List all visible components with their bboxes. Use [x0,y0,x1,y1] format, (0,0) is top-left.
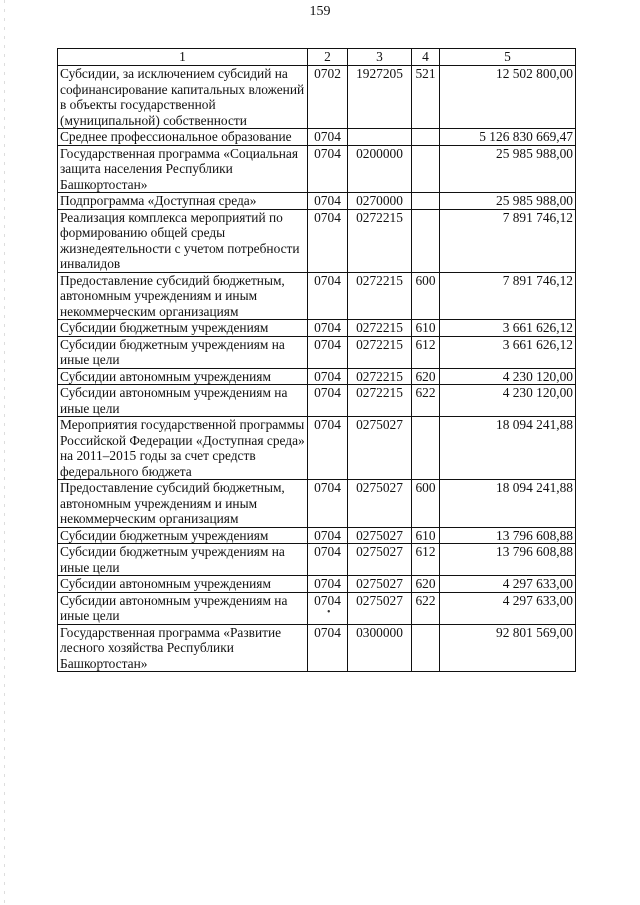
header-type: 4 [412,49,440,66]
cell-amount: 4 297 633,00 [440,592,576,624]
cell-type: 600 [412,272,440,320]
cell-section: 0704 [308,417,348,480]
cell-amount: 4 230 120,00 [440,368,576,385]
cell-type: 620 [412,576,440,593]
cell-name: Субсидии бюджетным учреждениям на иные цели [58,544,308,576]
cell-amount: 13 796 608,88 [440,527,576,544]
cell-type: 622 [412,592,440,624]
cell-target: 0272215 [348,336,412,368]
cell-target [348,129,412,146]
cell-target: 0300000 [348,624,412,672]
table-row [58,624,576,672]
cell-target: 0275027 [348,576,412,593]
cell-type [412,145,440,193]
cell-name: Субсидии бюджетным учреждениям на иные цели [58,336,308,368]
table-body [58,66,576,672]
cell-amount: 7 891 746,12 [440,272,576,320]
cell-type: 610 [412,527,440,544]
table-row [58,336,576,368]
cell-amount: 4 297 633,00 [440,576,576,593]
cell-amount: 92 801 569,00 [440,624,576,672]
cell-name: Подпрограмма «Доступная среда» [58,193,308,210]
table-row [58,145,576,193]
cell-section: 0704 [308,544,348,576]
cell-section: 0704 [308,592,348,624]
cell-target: 0270000 [348,193,412,210]
header-target: 3 [348,49,412,66]
cell-section: 0704 [308,368,348,385]
header-section: 2 [308,49,348,66]
cell-target: 0275027 [348,527,412,544]
cell-section: 0704 [308,320,348,337]
cell-name: Субсидии автономным учреждениям на иные цели [58,385,308,417]
cell-target: 0200000 [348,145,412,193]
cell-section: 0704 [308,385,348,417]
table-row [58,209,576,272]
cell-section: 0702 [308,66,348,129]
table-row [58,527,576,544]
cell-type: 612 [412,336,440,368]
table-row [58,193,576,210]
cell-name: Субсидии, за исключением субсидий на софинансирование капитальных вложений в объекты государственной (муниципальной) собственности [58,66,308,129]
cell-name: Реализация комплекса мероприятий по формированию общей среды жизнедеятельности с учетом потребности инвалидов [58,209,308,272]
cell-target: 0272215 [348,272,412,320]
cell-target: 1927205 [348,66,412,129]
header-amount: 5 [440,49,576,66]
cell-name: Субсидии автономным учреждениям на иные цели [58,592,308,624]
cell-amount: 25 985 988,00 [440,145,576,193]
cell-amount: 4 230 120,00 [440,385,576,417]
table-row [58,417,576,480]
cell-target: 0275027 [348,417,412,480]
cell-section: 0704 [308,527,348,544]
cell-type: 610 [412,320,440,337]
cell-type [412,193,440,210]
cell-target: 0272215 [348,385,412,417]
cell-type [412,209,440,272]
cell-amount: 25 985 988,00 [440,193,576,210]
cell-name: Предоставление субсидий бюджетным, автономным учреждениям и иным некоммерческим организациям [58,272,308,320]
cell-name: Государственная программа «Развитие лесного хозяйства Республики Башкортостан» [58,624,308,672]
cell-type [412,129,440,146]
cell-name: Субсидии бюджетным учреждениям [58,320,308,337]
table-row [58,576,576,593]
cell-amount: 12 502 800,00 [440,66,576,129]
page-number: 159 [309,4,331,19]
cell-name: Субсидии автономным учреждениям [58,368,308,385]
cell-amount: 13 796 608,88 [440,544,576,576]
cell-type: 612 [412,544,440,576]
budget-table [57,48,576,672]
cell-amount: 3 661 626,12 [440,320,576,337]
cell-section: 0704 [308,272,348,320]
cell-target: 0272215 [348,209,412,272]
cell-section: 0704 [308,480,348,528]
table-header-row [58,49,576,66]
table-row [58,592,576,624]
cell-section: 0704 [308,209,348,272]
table-row [58,544,576,576]
cell-name: Субсидии автономным учреждениям [58,576,308,593]
cell-amount: 3 661 626,12 [440,336,576,368]
cell-target: 0272215 [348,320,412,337]
header-name: 1 [58,49,308,66]
cell-section: 0704 [308,576,348,593]
cell-section: 0704 [308,336,348,368]
cell-amount: 5 126 830 669,47 [440,129,576,146]
cell-target: 0275027 [348,480,412,528]
table-row [58,480,576,528]
cell-type: 622 [412,385,440,417]
cell-target: 0275027 [348,544,412,576]
cell-name: Мероприятия государственной программы Российской Федерации «Доступная среда» на 2011–2015 годы за счет средств федерального бюджета [58,417,308,480]
cell-section: 0704 [308,193,348,210]
cell-section: 0704 [308,129,348,146]
cell-section: 0704 [308,145,348,193]
cell-name: Среднее профессиональное образование [58,129,308,146]
cell-amount: 18 094 241,88 [440,417,576,480]
table-row [58,385,576,417]
cell-target: 0272215 [348,368,412,385]
cell-name: Государственная программа «Социальная защита населения Республики Башкортостан» [58,145,308,193]
cell-type: 600 [412,480,440,528]
table-row [58,129,576,146]
cell-name: Субсидии бюджетным учреждениям [58,527,308,544]
cell-amount: 7 891 746,12 [440,209,576,272]
cell-target: 0275027 [348,592,412,624]
table-row [58,66,576,129]
scan-edge-artifact [4,0,5,905]
cell-name: Предоставление субсидий бюджетным, автономным учреждениям и иным некоммерческим организациям [58,480,308,528]
cell-type [412,417,440,480]
table-row [58,320,576,337]
table-row [58,368,576,385]
cell-section: 0704 [308,624,348,672]
table-row [58,272,576,320]
cell-amount: 18 094 241,88 [440,480,576,528]
cell-type: 620 [412,368,440,385]
cell-type [412,624,440,672]
scan-dot-mark: • [327,607,331,618]
cell-type: 521 [412,66,440,129]
